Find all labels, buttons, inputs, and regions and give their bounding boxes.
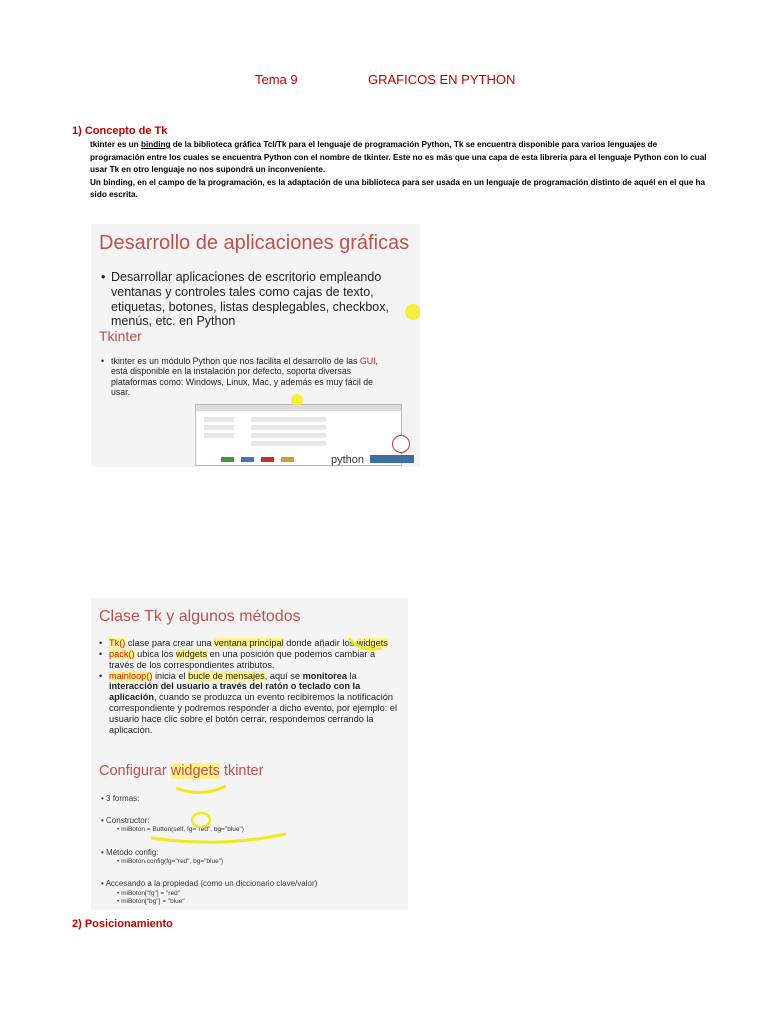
tema-title: GRAFICOS EN PYTHON [368,72,516,87]
way-constructor-code: • miBoton = Button(self, fg="red", bg="blue") [117,826,244,833]
way-config-code: • miBoton.config(fg="red", bg="blue") [117,858,224,865]
way-property: • Accesando a la propiedad (como un diccionario clave/valor) [101,879,318,888]
slide1-subtitle: Tkinter [99,328,142,344]
slide1-title: Desarrollo de aplicaciones gráficas [99,232,410,254]
binding-link: binding [140,140,171,149]
section1-text [90,139,710,202]
paragraph-2: Un binding, en el campo de la programación, es la adaptación de una biblioteca para ser usada en un lenguaje de programación distinto de aquél en el que ha sido escrita. [90,177,706,200]
cursor-highlight-2 [291,394,303,406]
section1-heading: 1) Concepto de Tk [72,125,168,137]
ways-intro: • 3 formas: [101,794,140,803]
paragraph-1: tkinter es un binding de la biblioteca gráfica Tcl/Tk para el lenguaje de programación Python, Tk se encuentra disponible para varios lenguajes de programación entre los cuales se encuentra Python con el nombre de tkinter. Este no es más que una capa de esta librería para el lenguaje Python con lo cual usar Tk en otro lenguaje no nos supondrá un inconveniente. [90,140,707,175]
python-badge [370,455,414,463]
slide1-bullet1: • Desarrollar aplicaciones de escritorio empleando ventanas y controles tales como cajas de texto, etiquetas, botones, listas desplegables, checkbox, menús, etc. en Python [101,270,401,329]
way-property-code1: • miBoton["fg"] = "red" [117,890,181,897]
slide-image-1 [91,224,420,467]
section2-heading: 2) Posicionamiento [72,918,173,930]
bullet-tk: • Tk() clase para crear una ventana principal donde añadir los widgets [99,638,399,649]
tema-label: Tema 9 [255,72,298,87]
way-property-code2: • miBoton["bg"] = "blue" [117,898,185,905]
bullet-pack: • pack() ubica los widgets en una posición que podemos cambiar a través de los correspondientes atributos. [99,649,399,671]
yellow-annotations [91,598,408,910]
bullet-mainloop: • mainloop() inicia el bucle de mensajes, aquí se monitorea la interacción del usuario a través del ratón o teclado con la aplicación, cuando se produzca un evento recibiremos la notificación correspondiente y podremos responder a dicho evento, por ejemplo: el usuario hace clic sobre el botón cerrar, respondemos cerrando la aplicación. [99,671,399,736]
cursor-highlight [405,304,420,320]
way-config: • Método config: [101,848,159,857]
slide2-title: Clase Tk y algunos métodos [99,608,301,625]
slide2-title2: Configurar widgets tkinter [99,763,264,779]
way-constructor: • Constructor: [101,816,150,825]
slide-image-2 [91,598,408,910]
python-label: python [330,454,364,466]
tk-logo-icon [392,435,410,453]
slide1-bullet2: • tkinter es un módulo Python que nos facilita el desarrollo de las GUI, está disponible en la instalación por defecto, soporta diversas plataformas como: Windows, Linux, Mac, y además es muy fácil de usar. [101,356,393,398]
